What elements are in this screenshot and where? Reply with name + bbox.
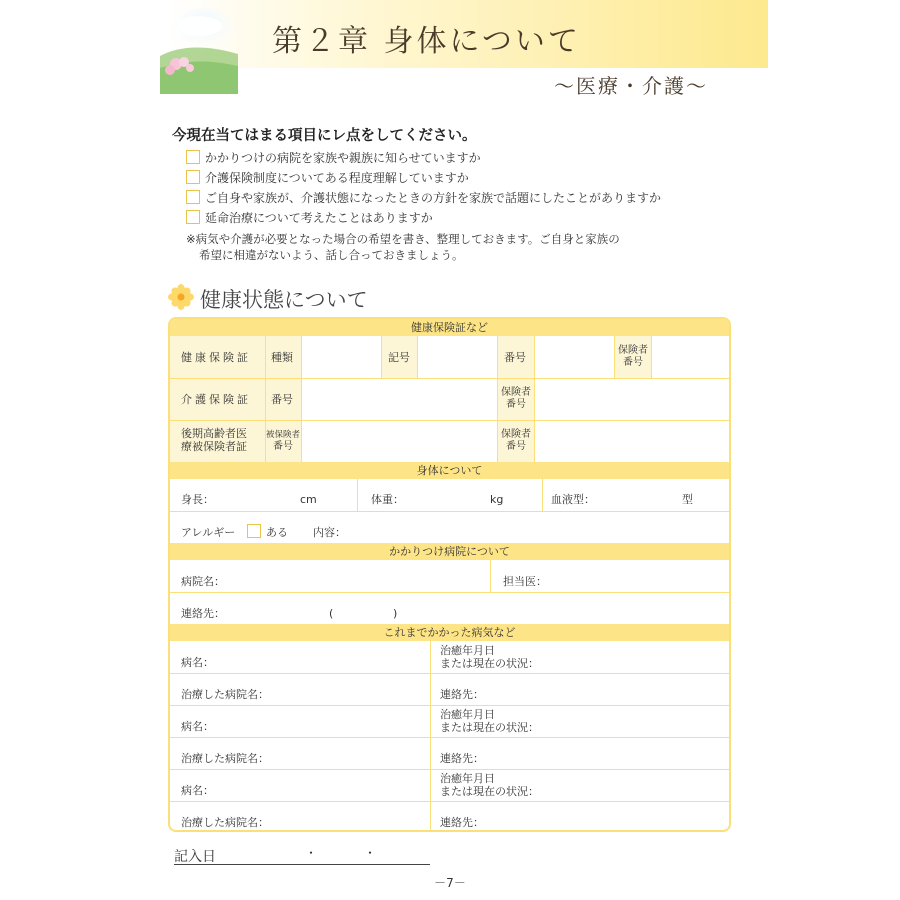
col-divider: [357, 479, 358, 511]
label-line: 治癒年月日: [440, 708, 495, 721]
note-line: 希望に相違がないよう、話し合っておきましょう。: [199, 248, 464, 262]
checkbox[interactable]: [186, 170, 200, 184]
checklist-item-label: 延命治療について考えたことはありますか: [205, 210, 433, 225]
treated-hospital-label: 治療した病院名：: [181, 816, 269, 829]
insured-number-label: [266, 429, 300, 453]
chapter-title: 第２章 身体について: [272, 24, 581, 59]
height-label: 身長：: [181, 493, 214, 506]
allergy-yes-label: ある: [266, 526, 288, 539]
entry-date-label: 記入日: [174, 849, 216, 865]
label-line: 保険者: [501, 387, 531, 398]
checklist-item-label: かかりつけの病院を家族や親族に知らせていますか: [205, 150, 481, 165]
elderly-insurance-label: [181, 427, 247, 453]
elderly-insurer-number-field[interactable]: [535, 421, 728, 461]
disease-label: 病名：: [181, 656, 214, 669]
recovery-date-label: [440, 772, 539, 798]
label-line: 後期高齢者医: [181, 427, 247, 440]
doctor-label: 担当医：: [503, 575, 547, 588]
history-contact-label: 連絡先：: [440, 752, 484, 765]
checkbox[interactable]: [186, 210, 200, 224]
note: [186, 231, 620, 263]
care-insurer-number-label: [499, 387, 533, 411]
kind-field[interactable]: [302, 337, 380, 377]
insurer-number-field[interactable]: [652, 337, 728, 377]
landscape-illustration: [160, 4, 238, 94]
hospital-name-label: 病院名：: [181, 575, 225, 588]
health-status-form: [168, 317, 731, 832]
note-line: ※病気や介護が必要となった場合の希望を書き、整理しておきます。ご自身と家族の: [186, 232, 620, 246]
symbol-label: 記号: [388, 351, 410, 364]
contact-label: 連絡先：: [181, 607, 225, 620]
row-divider: [170, 705, 729, 706]
checklist-item: [186, 147, 661, 167]
care-insurance-label: 介護保険証: [181, 393, 251, 406]
label-line: または現在の状況：: [440, 657, 539, 670]
insured-number-field[interactable]: [302, 421, 496, 461]
col-divider: [542, 479, 543, 511]
paren-open: (: [329, 607, 334, 620]
row-divider: [170, 592, 729, 593]
row-divider: [170, 511, 729, 512]
elderly-insurer-number-label: [499, 429, 533, 453]
allergy-label: アレルギー: [181, 526, 236, 539]
care-number-field[interactable]: [302, 379, 496, 419]
row-divider: [170, 737, 729, 738]
weight-unit: kg: [490, 493, 504, 506]
care-insurer-number-field[interactable]: [535, 379, 728, 419]
label-line: 番号: [506, 441, 526, 452]
insurer-number-label: [616, 345, 650, 369]
checklist-item-label: 介護保険制度についてある程度理解していますか: [205, 170, 469, 185]
blood-type-label: 血液型：: [551, 493, 595, 506]
label-line: または現在の状況：: [440, 785, 539, 798]
height-unit: cm: [300, 493, 317, 506]
weight-label: 体重：: [371, 493, 404, 506]
history-contact-label: 連絡先：: [440, 688, 484, 701]
chapter-subtitle: 〜医療・介護〜: [554, 74, 708, 98]
section-band-clinic: かかりつけ病院について: [170, 543, 729, 560]
label-line: 番号: [623, 357, 643, 368]
row-divider: [170, 673, 729, 674]
checklist: [186, 147, 661, 227]
label-line: 保険者: [618, 345, 648, 356]
treated-hospital-label: 治療した病院名：: [181, 752, 269, 765]
col-divider: [497, 336, 498, 462]
page-number: －7－: [434, 876, 466, 890]
label-line: 治癒年月日: [440, 772, 495, 785]
paren-close: ): [393, 607, 398, 620]
checkbox[interactable]: [186, 190, 200, 204]
label-line: または現在の状況：: [440, 721, 539, 734]
label-line: 療被保険者証: [181, 440, 247, 453]
section-title: 健康状態について: [200, 288, 368, 312]
recovery-date-label: [440, 644, 539, 670]
section-heading: [168, 284, 368, 314]
kind-label: 種類: [271, 351, 293, 364]
flower-icon: [168, 284, 194, 314]
checklist-item: [186, 187, 661, 207]
col-divider: [381, 336, 382, 378]
row-divider: [170, 769, 729, 770]
entry-date-line[interactable]: [174, 846, 430, 865]
checklist-item-label: ご自身や家族が、介護状態になったときの方針を家族で話題にしたことがありますか: [205, 190, 662, 205]
section-band-insurance: 健康保険証など: [170, 319, 729, 336]
disease-label: 病名：: [181, 720, 214, 733]
allergy-checkbox[interactable]: [247, 524, 261, 538]
label-line: 番号: [506, 399, 526, 410]
care-number-label: 番号: [271, 393, 293, 406]
history-contact-label: 連絡先：: [440, 816, 484, 829]
label-line: 治癒年月日: [440, 644, 495, 657]
col-divider: [490, 560, 491, 592]
symbol-field[interactable]: [418, 337, 496, 377]
col-divider: [614, 336, 615, 378]
health-insurance-label: 健康保険証: [181, 351, 251, 364]
instruction-text: 今現在当てはまる項目にレ点をしてください。: [172, 128, 477, 144]
number-field[interactable]: [535, 337, 613, 377]
number-label: 番号: [504, 351, 526, 364]
checklist-item: [186, 207, 661, 227]
label-line: 番号: [273, 441, 293, 452]
label-line: 被保険者: [266, 430, 301, 440]
checklist-item: [186, 167, 661, 187]
checkbox[interactable]: [186, 150, 200, 164]
date-separator: ・: [305, 846, 318, 860]
treated-hospital-label: 治療した病院名：: [181, 688, 269, 701]
disease-label: 病名：: [181, 784, 214, 797]
blood-type-unit: 型: [682, 493, 693, 506]
allergy-detail-label: 内容：: [313, 526, 346, 539]
date-separator: ・: [364, 846, 377, 860]
recovery-date-label: [440, 708, 539, 734]
row-divider: [170, 801, 729, 802]
section-band-body: 身体について: [170, 462, 729, 479]
section-band-history: これまでかかった病気など: [170, 624, 729, 641]
label-line: 保険者: [501, 429, 531, 440]
